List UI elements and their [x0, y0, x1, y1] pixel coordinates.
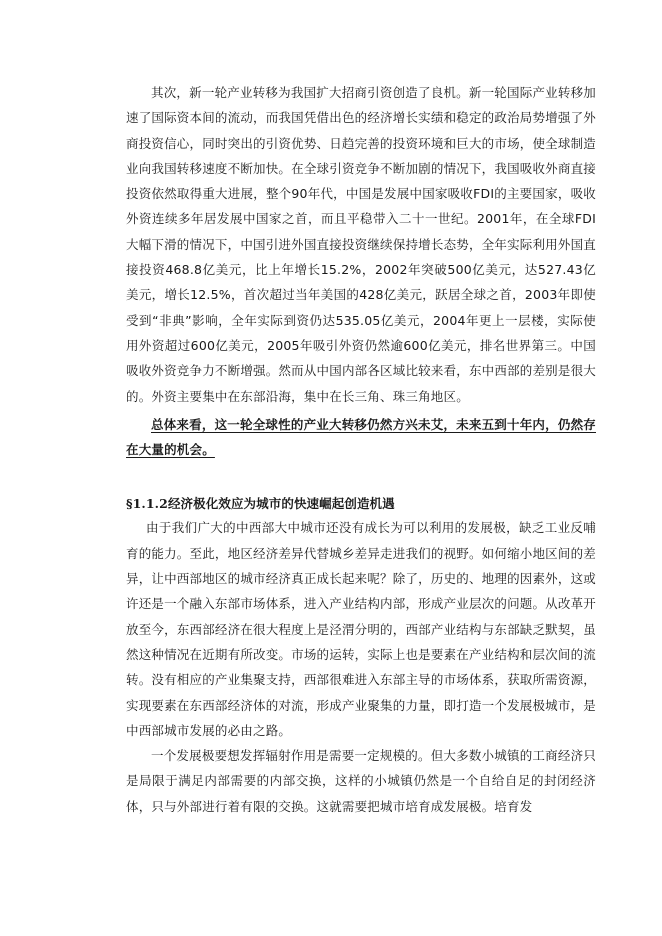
paragraph-summary-bold [126, 412, 596, 463]
section-title: 经济极化效应为城市的快速崛起创造机遇 [167, 496, 395, 512]
document-page [126, 80, 596, 819]
summary-underlined-text: 总体来看，这一轮全球性的产业大转移仍然方兴未艾，未来五到十年内，仍然存在大量的机会。 [126, 416, 596, 458]
paragraph-development-pole: 一个发展极要想发挥辐射作用是需要一定规模的。但大多数小城镇的工商经济只是局限于满足内部需要的内部交换，这样的小城镇仍然是一个自给自足的封闭经济体，只与外部进行着有限的交换。这就需要把城市培育成发展极。培育发 [126, 748, 596, 814]
paragraph-industrial-transfer: 其次，新一轮产业转移为我国扩大招商引资创造了良机。新一轮国际产业转移加速了国际资本间的流动，而我国凭借出色的经济增长实绩和稳定的政治局势增强了外商投资信心，同时突出的引资优势、日趋完善的投资环境和巨大的市场，使全球制造业向我国转移速度不断加快。在全球引资竞争不断加剧的情况下，我国吸收外商直接投资依然取得重大进展，整个90年代，中国是发展中国家吸收FDI的主要国家，吸收外资连续多年居发展中国家之首，而且平稳带入二十一世纪。2001年，在全球FDI大幅下滑的情况下，中国引进外国直接投资继续保持增长态势，全年实际利用外国直接投资468.8亿美元，比上年增长15.2%，2002年突破500亿美元，达527.43亿美元，增长12.5%，首次超过当年美国的428亿美元，跃居全球之首，2003年即使受到“非典”影响，全年实际到资仍达535.05亿美元，2004年更上一层楼，实际使用外资超过600亿美元，2005年吸引外资仍然逾600亿美元，排名世界第三。中国吸收外资竞争力不断增强。然而从中国内部各区域比较来看，东中西部的差别是很大的。外资主要集中在东部沿海，集中在长三角、珠三角地区。 [126, 85, 596, 404]
paragraph-regional-disparity: 由于我们广大的中西部大中城市还没有成长为可以利用的发展极，缺乏工业反哺育的能力。至此，地区经济差异代替城乡差异走进我们的视野。如何缩小地区间的差异，让中西部地区的城市经济真正成长起来呢？除了，历史的、地理的因素外，这或许还是一个融入东部市场体系，进入产业结构内部，形成产业层次的问题。从改革开放至今，东西部经济在很大程度上是泾渭分明的，西部产业结构与东部缺乏默契，虽然这种情况在近期有所改变。市场的运转，实际上也是要素在产业结构和层次间的流转。没有相应的产业集聚支持，西部很难进入东部主导的市场体系，获取所需资源，实现要素在东西部经济体的对流，形成产业聚集的力量，即打造一个发展极城市，是中西部城市发展的必由之路。 [126, 520, 596, 738]
section-number: §1.1.2 [126, 496, 168, 512]
section-heading [126, 492, 596, 515]
